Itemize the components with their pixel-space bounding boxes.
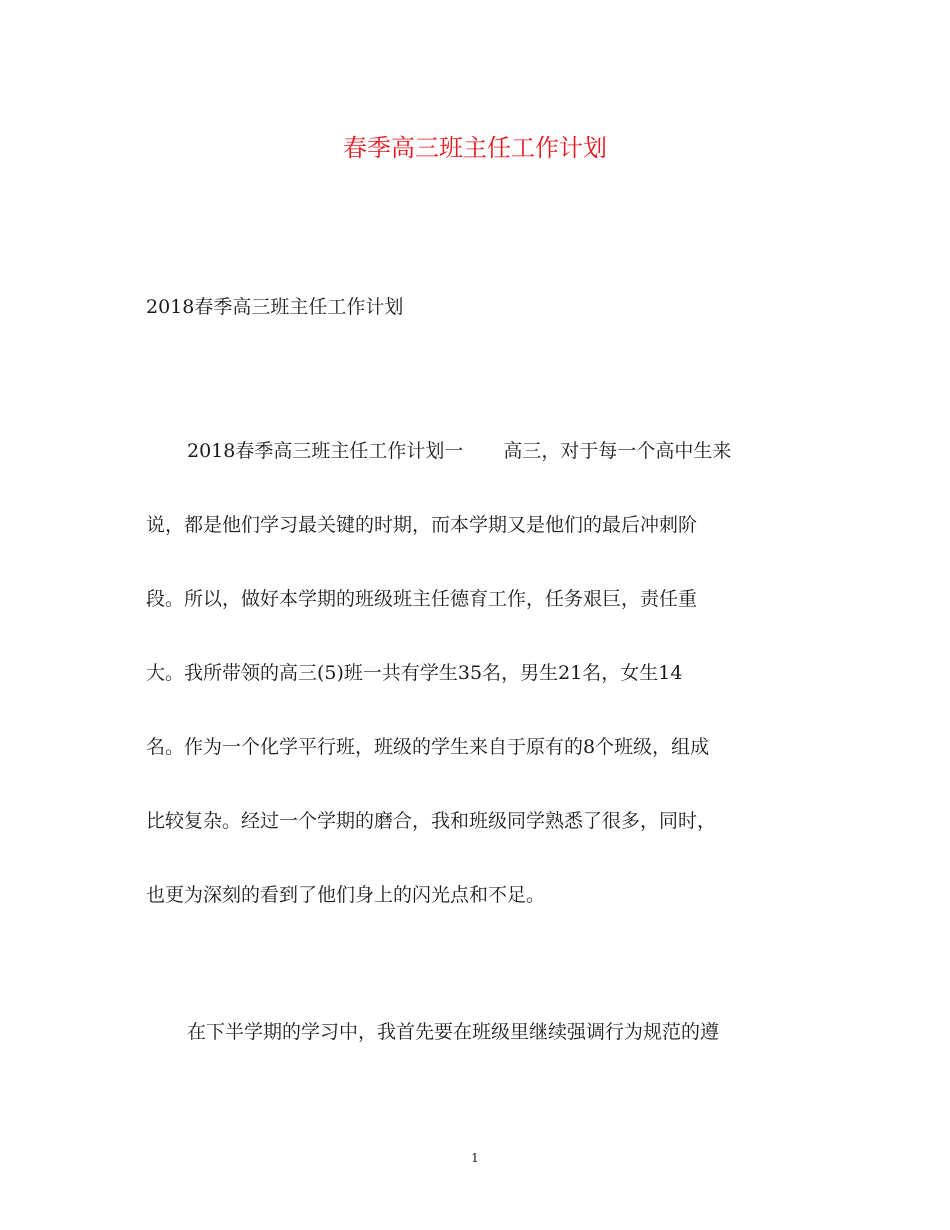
- paragraph-1-lead: 2018春季高三班主任工作计划一: [187, 440, 464, 462]
- paragraph-1: [146, 436, 806, 954]
- document-subtitle: 2018春季高三班主任工作计划: [146, 296, 404, 318]
- paragraph-1-lead-continued: 高三，对于每一个高中生来: [503, 440, 732, 462]
- paragraph-line: 段。所以，做好本学期的班级班主任德育工作，任务艰巨，责任重: [146, 588, 698, 610]
- paragraph-line: 大。我所带领的高三(5)班一共有学生35名，男生21名，女生14: [146, 662, 683, 684]
- paragraph-2: [146, 1017, 806, 1091]
- paragraph-line: [146, 436, 806, 510]
- paragraph-line: 也更为深刻的看到了他们身上的闪光点和不足。: [146, 884, 546, 906]
- page-number: 1: [471, 1151, 479, 1165]
- document-title: 春季高三班主任工作计划: [343, 134, 607, 162]
- paragraph-line: 比较复杂。经过一个学期的磨合，我和班级同学熟悉了很多，同时，: [146, 810, 717, 832]
- paragraph-line: 在下半学期的学习中，我首先要在班级里继续强调行为规范的遵: [187, 1021, 720, 1043]
- paragraph-line: 名。作为一个化学平行班，班级的学生来自于原有的8个班级，组成: [146, 736, 710, 758]
- paragraph-line: 说，都是他们学习最关键的时期，而本学期又是他们的最后冲刺阶: [146, 514, 698, 536]
